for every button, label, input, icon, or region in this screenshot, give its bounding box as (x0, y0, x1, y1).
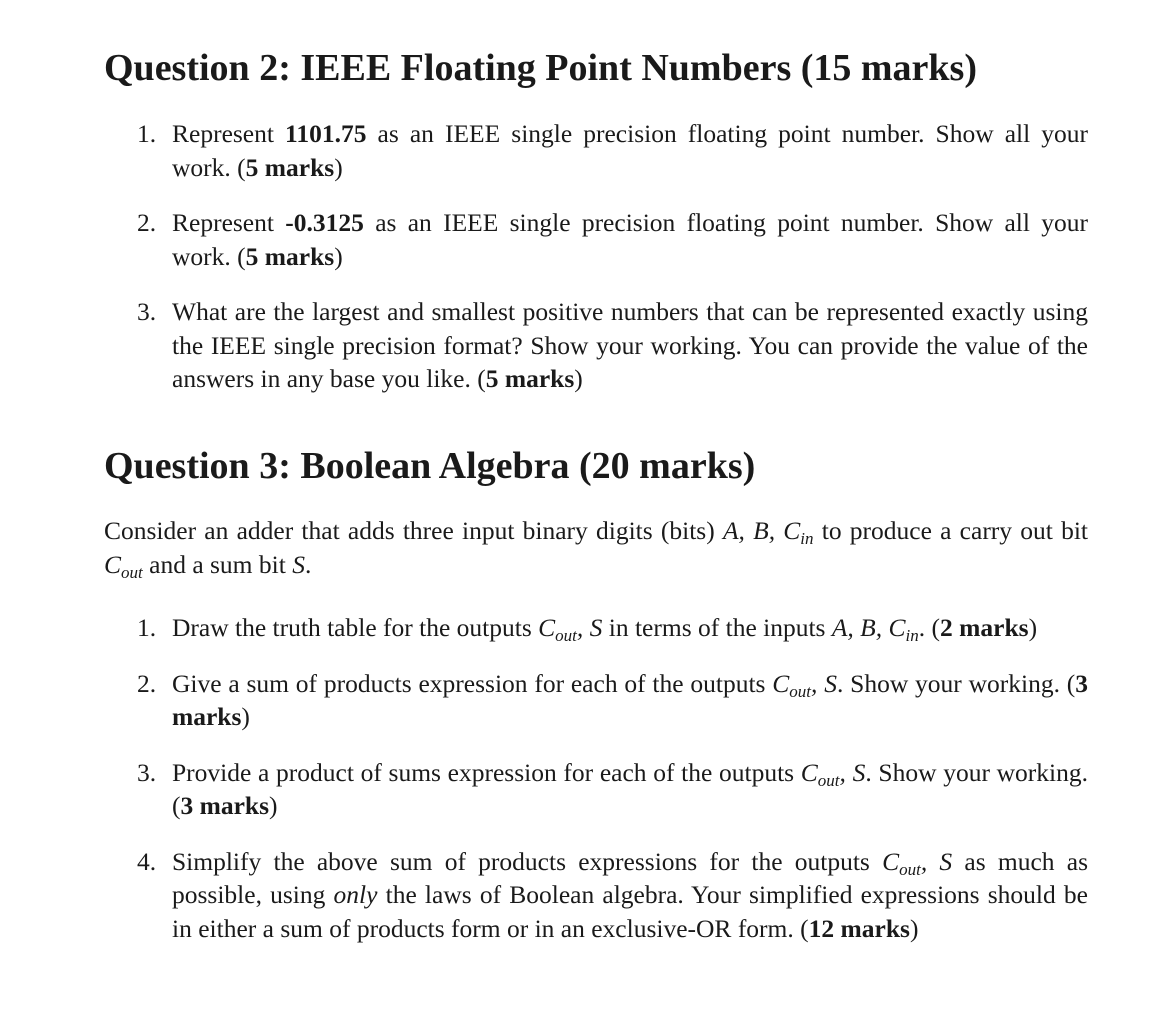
question-2-list (104, 117, 1088, 396)
question-3-heading: Question 3: Boolean Algebra (20 marks) (104, 445, 756, 487)
list-item: 2. Give a sum of products expression for each of the outputs $C_{out}$, S. Show your working. (3 marks) (137, 668, 1089, 731)
question-3-list (104, 611, 1088, 945)
list-item: 1. Draw the truth table for the outputs $C_{out}$, S in terms of the inputs A, B, $C_{in}$. (2 marks) (137, 613, 1038, 645)
list-item: 2. Represent -0.3125 as an IEEE single precision floating point number. Show all your work. (5 marks) (137, 208, 1088, 271)
list-item: 1. Represent 1101.75 as an IEEE single precision floating point number. Show all your work. (5 marks) (137, 119, 1088, 182)
question-3-intro: Consider an adder that adds three input binary digits (bits) A, B, $C_{in}$ to produce a carry out bit $C_{out}$ and a sum bit S. (104, 516, 1088, 582)
list-item: 3. Provide a product of sums expression for each of the outputs $C_{out}$, S. Show your working. (3 marks) (137, 757, 1089, 820)
list-item: 4. Simplify the above sum of products expressions for the outputs $C_{out}$, S as much as possible, using only the laws of Boolean algebra. Your simplified expressions should be in either a sum of products form or in an exclusive-OR form. (12 marks) (137, 846, 1088, 943)
question-2-heading: Question 2: IEEE Floating Point Numbers (15 marks) (104, 47, 977, 89)
list-item: 3. What are the largest and smallest positive numbers that can be represented exactly using the IEEE single precision format? Show your working. You can provide the value of the answers in any base you like. (5 marks) (137, 297, 1088, 393)
